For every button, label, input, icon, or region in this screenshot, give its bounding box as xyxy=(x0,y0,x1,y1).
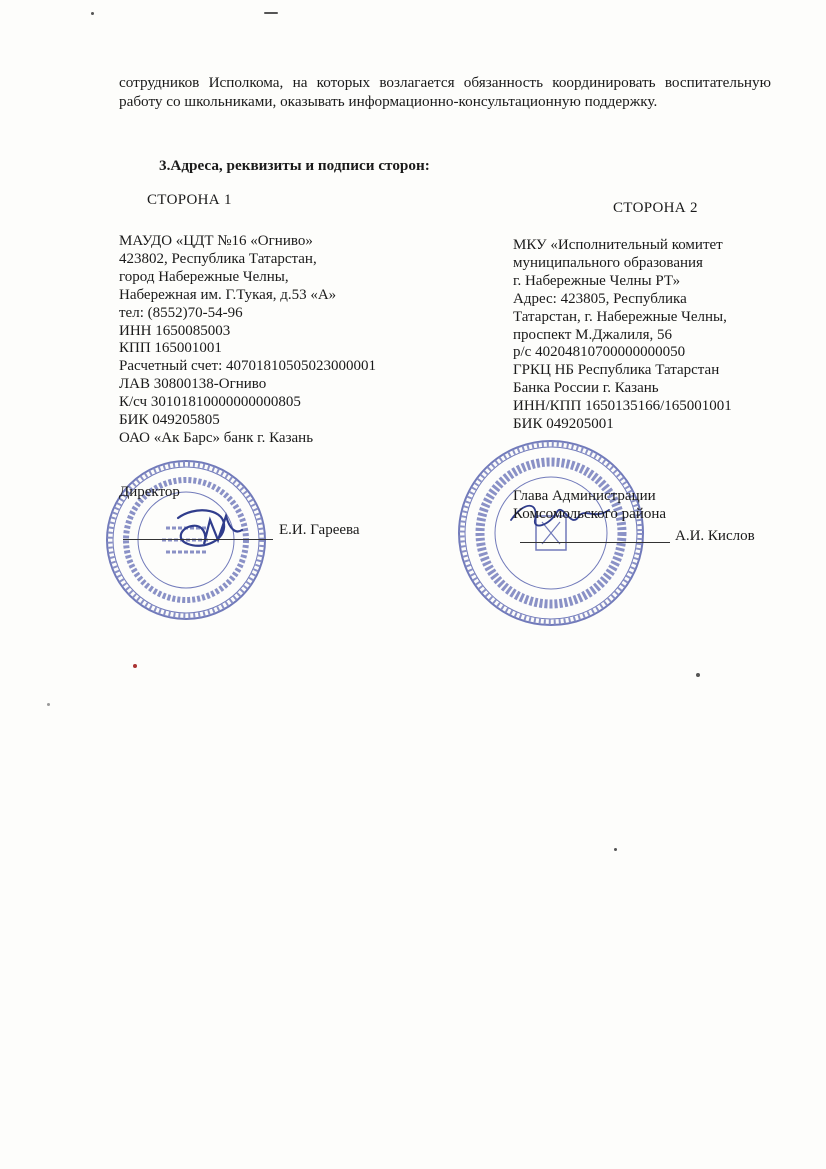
party1-line: ЛАВ 30800138-Огниво xyxy=(119,376,267,393)
scan-speck xyxy=(264,12,278,14)
party1-line: МАУДО «ЦДТ №16 «Огниво» xyxy=(119,233,313,249)
party2-line: Татарстан, г. Набережные Челны, xyxy=(513,308,727,325)
party1-signatory-name: Е.И. Гареева xyxy=(279,522,360,538)
party1-line: Набережная им. Г.Тукая, д.53 «А» xyxy=(119,286,337,303)
party2-signatory-title-line1: Глава Администрации xyxy=(513,488,656,504)
party1-details xyxy=(119,233,376,448)
party2-line: БИК 049205001 xyxy=(513,416,614,433)
party2-details xyxy=(513,237,732,434)
scan-speck xyxy=(91,12,94,15)
party2-line: ИНН/КПП 1650135166/165001001 xyxy=(513,398,732,415)
party2-line: р/с 40204810700000000050 xyxy=(513,344,686,361)
party2-line: муниципального образования xyxy=(513,254,703,271)
party1-line: город Набережные Челны, xyxy=(119,268,289,285)
party1-signature-icon xyxy=(164,500,244,560)
party2-signatory-name: А.И. Кислов xyxy=(675,528,755,544)
party1-line: К/сч 30101810000000000805 xyxy=(119,394,301,411)
party2-line: Банка России г. Казань xyxy=(513,380,659,397)
scan-speck xyxy=(614,848,617,851)
intro-text: сотрудников Исполкома, на которых возлагается обязанность координировать воспитательную работу со школьниками, оказывать информационно-консультационную поддержку. xyxy=(119,74,771,110)
party1-line: 423802, Республика Татарстан, xyxy=(119,250,317,267)
intro-paragraph xyxy=(119,73,771,111)
party2-line: проспект М.Джалиля, 56 xyxy=(513,326,673,343)
party1-signatory-title: Директор xyxy=(119,484,180,500)
party1-signature-line xyxy=(123,539,273,540)
party2-line: ГРКЦ НБ Республика Татарстан xyxy=(513,362,720,379)
party2-title: СТОРОНА 2 xyxy=(613,200,698,216)
party1-line: Расчетный счет: 40701810505023000001 xyxy=(119,358,377,375)
party2-signature-line xyxy=(520,542,670,543)
party2-signatory-title-line2: Комсомольского района xyxy=(513,506,667,522)
scan-speck xyxy=(47,703,50,706)
party1-line: тел: (8552)70-54-96 xyxy=(119,304,243,321)
party2-signatory-title xyxy=(513,487,666,523)
party2-line: г. Набережные Челны РТ» xyxy=(513,272,681,289)
section-heading: 3.Адреса, реквизиты и подписи сторон: xyxy=(159,157,430,174)
scan-speck xyxy=(696,673,700,677)
party1-line: БИК 049205805 xyxy=(119,412,220,429)
party1-line: ИНН 1650085003 xyxy=(119,322,231,339)
scan-speck xyxy=(133,664,137,668)
party2-line: МКУ «Исполнительный комитет xyxy=(513,237,723,253)
party1-line: КПП 165001001 xyxy=(119,340,222,357)
party2-line: Адрес: 423805, Республика xyxy=(513,290,687,307)
party1-line: ОАО «Ак Барс» банк г. Казань xyxy=(119,429,314,446)
party1-title: СТОРОНА 1 xyxy=(147,192,232,208)
